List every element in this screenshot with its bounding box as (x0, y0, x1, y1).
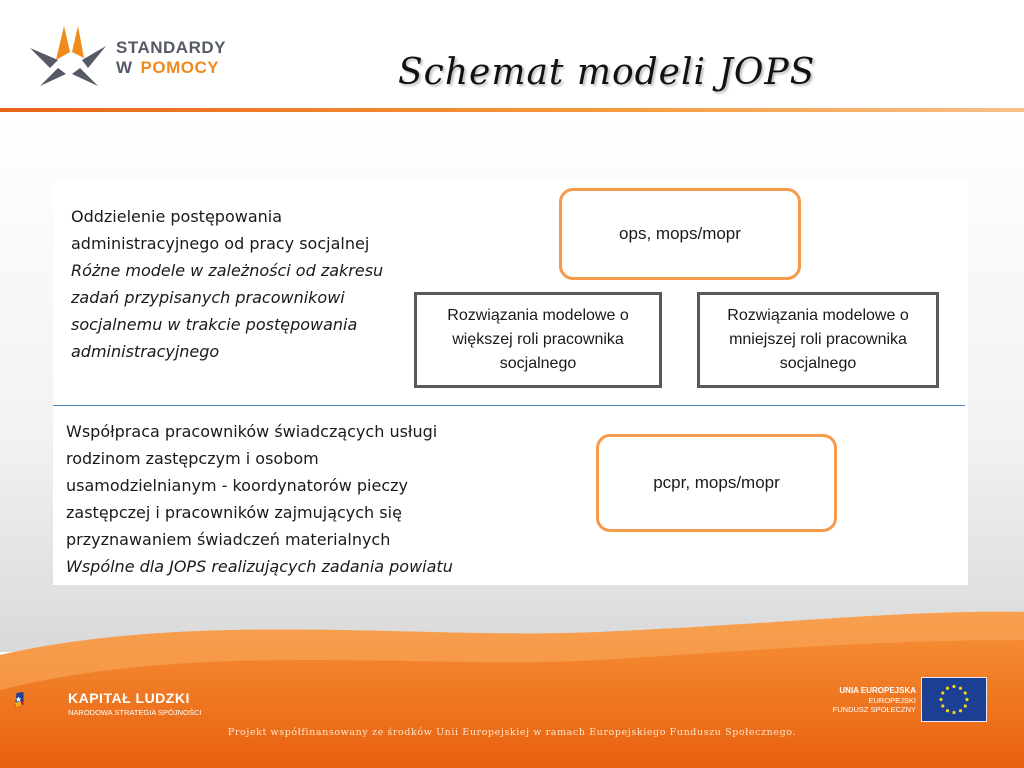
eu-line-1: UNIA EUROPEJSKA (839, 686, 916, 695)
bottom-line-3: usamodzielnianym - koordynatorów pieczy (66, 476, 408, 495)
box-smaller-role: Rozwiązania modelowe o mniejszej roli pracownika socjalnego (697, 292, 939, 388)
eu-line-3: FUNDUSZ SPOŁECZNY (832, 705, 916, 714)
kapital-ludzki-title: KAPITAŁ LUDZKI (68, 690, 190, 706)
bottom-line-5: przyznawaniem świadczeń materialnych (66, 530, 391, 549)
eu-star (941, 704, 944, 707)
eu-star (952, 685, 955, 688)
box-ops-mops-mopr: ops, mops/mopr (559, 188, 801, 280)
bottom-line-1: Współpraca pracowników świadczących usługi (66, 422, 438, 441)
logo-star-icon (26, 22, 110, 92)
box-pcpr-mops-mopr: pcpr, mops/mopr (596, 434, 837, 532)
eu-star (946, 687, 949, 690)
top-line-4: zadań przypisanych pracownikowi (71, 288, 345, 307)
eu-star (952, 711, 955, 714)
eu-star (959, 709, 962, 712)
eu-label (818, 686, 916, 715)
header-divider (0, 108, 1024, 112)
eu-star (964, 704, 967, 707)
logo-line1: STANDARDY (116, 38, 226, 57)
eu-star (964, 691, 967, 694)
eu-star (939, 698, 942, 701)
top-line-3: Różne modele w zależności od zakresu (71, 261, 384, 280)
eu-star (946, 709, 949, 712)
eu-line-2: EUROPEJSKI (868, 695, 916, 705)
logo-standardy-w-pomocy (0, 0, 250, 108)
eu-star (959, 687, 962, 690)
bottom-description (66, 418, 526, 580)
logo-line2-prefix: W (116, 58, 133, 77)
page-title: Schemat modeli JOPS (398, 52, 816, 93)
bottom-line-4: zastępczej i pracowników zajmujących się (66, 503, 402, 522)
box-larger-role: Rozwiązania modelowe o większej roli pracownika socjalnego (414, 292, 662, 388)
top-line-5: socjalnemu w trakcie postępowania (71, 315, 358, 334)
top-description (71, 203, 421, 365)
top-line-1: Oddzielenie postępowania (71, 207, 283, 226)
logo-line2-accent: POMOCY (140, 58, 220, 77)
footer-note: Projekt współfinansowany ze środków Unii Europejskiej w ramach Europejskiego Funduszu Społecznego. (227, 727, 797, 738)
section-divider (53, 405, 965, 406)
eu-star (965, 698, 968, 701)
bottom-line-2: rodzinom zastępczym i osobom (66, 449, 319, 468)
kapital-ludzki-logo (14, 668, 64, 732)
eu-flag-icon (921, 677, 987, 722)
eu-star (941, 691, 944, 694)
top-line-6: administracyjnego (71, 342, 220, 361)
kapital-ludzki-subtitle: NARODOWA STRATEGIA SPÓJNOŚCI (68, 708, 202, 717)
bottom-line-6: Wspólne dla JOPS realizujących zadania powiatu (66, 557, 453, 576)
top-line-2: administracyjnego od pracy socjalnej (71, 234, 370, 253)
